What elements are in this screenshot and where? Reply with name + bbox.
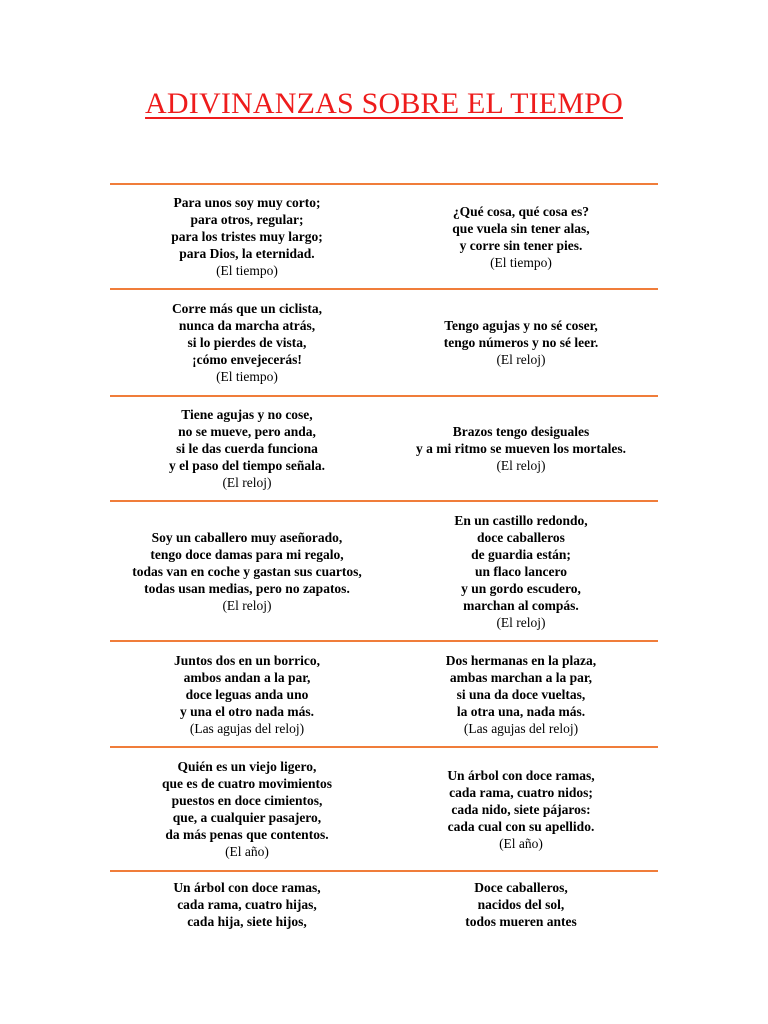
riddle-line: si le das cuerda funciona — [176, 441, 318, 456]
riddle-cell-left — [110, 642, 384, 746]
riddle-cell-left — [110, 290, 384, 395]
riddle — [162, 758, 332, 860]
riddle-line: ¡cómo envejecerás! — [192, 352, 302, 367]
riddle-line: Brazos tengo desiguales — [452, 424, 590, 439]
riddle-answer: (El año) — [499, 835, 543, 851]
riddle-line: Para unos soy muy corto; — [173, 195, 321, 210]
riddle-row — [110, 395, 658, 500]
riddle-answer: (El año) — [225, 844, 269, 859]
riddle-row — [110, 746, 658, 870]
riddle-line: Tengo agujas y no sé coser, — [444, 318, 598, 333]
riddle-line: y a mi ritmo se mueven los mortales. — [416, 441, 626, 456]
riddle-line: que es de cuatro movimientos — [162, 776, 332, 791]
riddle-line: Tiene agujas y no cose, — [181, 407, 313, 422]
riddle-line: tengo números y no sé leer. — [443, 335, 599, 350]
riddle-line: ambos andan a la par, — [183, 669, 311, 685]
riddle-cell-right — [384, 397, 658, 500]
riddle-line: doce caballeros — [477, 529, 565, 545]
riddle-line: no se mueve, pero anda, — [178, 424, 316, 439]
riddle-line: Dos hermanas en la plaza, — [445, 652, 597, 668]
riddle-line: Juntos dos en un borrico, — [174, 652, 320, 668]
riddle-line: cada nido, siete pájaros: — [451, 801, 591, 817]
riddle-line: para Dios, la eternidad. — [179, 246, 315, 261]
riddle-cell-left — [110, 397, 384, 500]
riddle-line: y una el otro nada más. — [179, 703, 315, 719]
riddle — [447, 767, 594, 852]
riddle-answer: (Las agujas del reloj) — [189, 720, 305, 736]
riddle — [416, 423, 626, 474]
riddle-line: que vuela sin tener alas, — [452, 220, 590, 236]
riddle — [173, 879, 320, 930]
riddle-cell-right — [384, 748, 658, 870]
page-title: ADIVINANZAS SOBRE EL TIEMPO — [145, 87, 623, 120]
riddle-line: todas van en coche y gastan sus cuartos, — [132, 563, 362, 579]
riddle-line: cada cual con su apellido. — [447, 818, 595, 834]
riddle-row — [110, 288, 658, 395]
riddle — [171, 194, 322, 279]
riddle-row — [110, 500, 658, 640]
riddle-line: un flaco lancero — [474, 563, 567, 579]
riddle-answer: (El reloj) — [496, 458, 546, 473]
riddle — [454, 512, 587, 631]
riddle-answer: (El tiempo) — [216, 369, 278, 384]
riddle-line: y corre sin tener pies. — [459, 237, 583, 253]
riddle-line: cada rama, cuatro hijas, — [177, 897, 317, 912]
riddle — [465, 879, 577, 930]
riddle-line: da más penas que contentos. — [165, 827, 329, 842]
riddle-cell-right — [384, 642, 658, 746]
riddle-answer: (El reloj) — [496, 352, 546, 367]
riddle-cell-left — [110, 185, 384, 288]
riddle-line: nunca da marcha atrás, — [178, 318, 316, 333]
riddle-line: Corre más que un ciclista, — [171, 301, 323, 316]
riddle-line: ambas marchan a la par, — [449, 669, 593, 685]
riddle-row — [110, 640, 658, 746]
riddle-line: todas usan medias, pero no zapatos. — [144, 580, 350, 596]
riddle-line: ¿Qué cosa, qué cosa es? — [452, 203, 590, 219]
riddle — [446, 652, 596, 737]
riddle-line: la otra una, nada más. — [456, 703, 586, 719]
riddle-line: tengo doce damas para mi regalo, — [150, 546, 344, 562]
riddle-line: todos mueren antes — [465, 914, 577, 929]
riddle-answer: (El tiempo) — [216, 263, 278, 278]
riddle-cell-left — [110, 748, 384, 870]
riddle-line: y el paso del tiempo señala. — [168, 458, 325, 473]
riddle-line: Doce caballeros, — [474, 880, 568, 895]
riddle-answer: (El reloj) — [222, 475, 272, 490]
riddle-line: si lo pierdes de vista, — [187, 335, 307, 350]
riddle — [452, 203, 589, 271]
riddle-line: Un árbol con doce ramas, — [173, 880, 321, 895]
riddle-line: de guardia están; — [471, 546, 571, 562]
riddle — [174, 652, 320, 737]
riddle — [172, 300, 322, 385]
riddle-answer: (Las agujas del reloj) — [463, 720, 579, 736]
riddle-line: doce leguas anda uno — [185, 686, 309, 702]
riddle-cell-right — [384, 290, 658, 395]
riddle-answer: (El reloj) — [222, 597, 272, 613]
riddle-row — [110, 870, 658, 950]
riddle-line: cada rama, cuatro nidos; — [449, 784, 593, 800]
riddle-line: que, a cualquier pasajero, — [172, 810, 322, 825]
riddle-cell-right — [384, 502, 658, 640]
riddle-line: cada hija, siete hijos, — [187, 914, 307, 929]
riddle-line: y un gordo escudero, — [461, 580, 581, 596]
riddle-line: Un árbol con doce ramas, — [447, 767, 595, 783]
riddle-line: puestos en doce cimientos, — [171, 793, 323, 808]
riddle-table — [110, 183, 658, 950]
riddle-answer: (El tiempo) — [490, 254, 552, 270]
riddle-line: En un castillo redondo, — [454, 512, 588, 528]
riddle-cell-left — [110, 872, 384, 950]
riddle — [169, 406, 325, 491]
riddle-line: Quién es un viejo ligero, — [177, 759, 317, 774]
riddle-row — [110, 183, 658, 288]
riddle-line: para otros, regular; — [190, 212, 304, 227]
riddle-line: Soy un caballero muy aseñorado, — [151, 529, 343, 545]
riddle-cell-left — [110, 502, 384, 640]
riddle-cell-right — [384, 185, 658, 288]
riddle-line: nacidos del sol, — [477, 897, 565, 912]
riddle-line: marchan al compás. — [463, 597, 579, 613]
riddle-cell-right — [384, 872, 658, 950]
riddle — [132, 529, 362, 614]
riddle-line: si una da doce vueltas, — [456, 686, 586, 702]
riddle-answer: (El reloj) — [496, 614, 546, 630]
riddle — [444, 317, 599, 368]
riddle-line: para los tristes muy largo; — [171, 229, 323, 244]
